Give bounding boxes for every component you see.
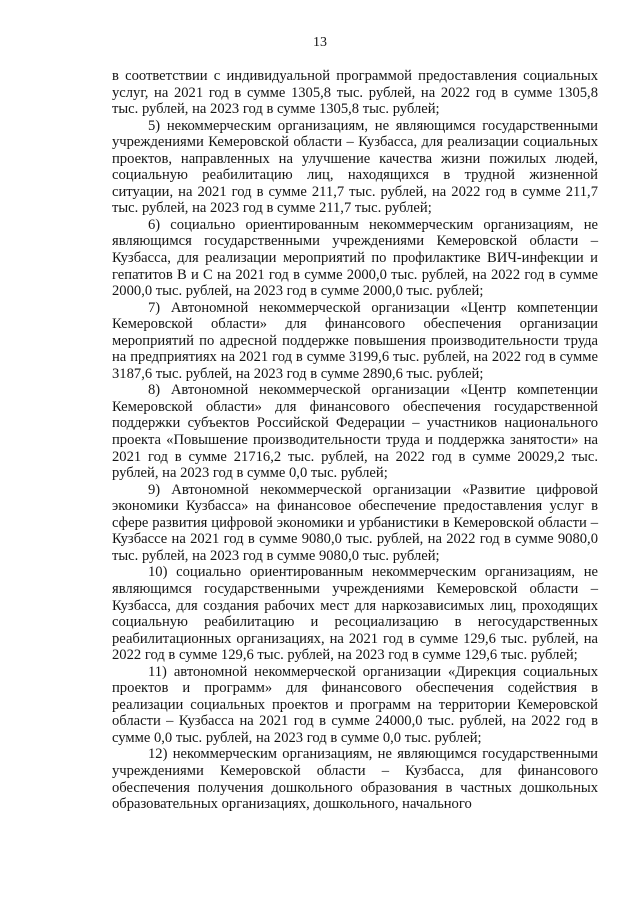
paragraph: 10) социально ориентированным некоммерческим организациям, не являющимся государственными учреждениями Кемеровской области – Кузбасса, для создания рабочих мест для наркозависимых лиц, проходящих социальную реабилитацию и ресоциализацию в негосударственных реабилитационных организациях, на 2021 год в сумме 129,6 тыс. рублей, на 2022 год в сумме 129,6 тыс. рублей, на 2023 год в сумме 129,6 тыс. рублей; [112, 564, 598, 664]
paragraph: 6) социально ориентированным некоммерческим организациям, не являющимся государственными учреждениями Кемеровской области – Кузбасса, для реализации мероприятий по профилактике ВИЧ-инфекции и гепатитов В и С на 2021 год в сумме 2000,0 тыс. рублей, на 2022 год в сумме 2000,0 тыс. рублей, на 2023 год в сумме 2000,0 тыс. рублей; [112, 216, 598, 300]
page-number: 13 [313, 35, 327, 50]
paragraph: в соответствии с индивидуальной программой предоставления социальных услуг, на 2021 год в сумме 1305,8 тыс. рублей, на 2022 год в сумме 1305,8 тыс. рублей, на 2023 год в сумме 1305,8 тыс. рублей; [112, 68, 598, 118]
document-body [112, 68, 598, 813]
paragraph: 7) Автономной некоммерческой организации «Центр компетенции Кемеровской области» для финансового обеспечения организации мероприятий по адресной поддержке повышения производительности труда на предприятиях на 2021 год в сумме 3199,6 тыс. рублей, на 2022 год в сумме 3187,6 тыс. рублей, на 2023 год в сумме 2890,6 тыс. рублей; [112, 299, 598, 382]
paragraph: 9) Автономной некоммерческой организации «Развитие цифровой экономики Кузбасса» на финансовое обеспечение предоставления услуг в сфере развития цифровой экономики и урбанистики в Кемеровской области – Кузбассе на 2021 год в сумме 9080,0 тыс. рублей, на 2022 год в сумме 9080,0 тыс. рублей, на 2023 год в сумме 9080,0 тыс. рублей; [112, 481, 598, 564]
paragraph: 12) некоммерческим организациям, не являющимся государственными учреждениями Кемеровской области – Кузбасса, для финансового обеспечения получения дошкольного образования в частных дошкольных образовательных организациях, дошкольного, начального [112, 746, 598, 813]
paragraph: 11) автономной некоммерческой организации «Дирекция социальных проектов и программ» для финансового обеспечения содействия в реализации социальных проектов и программ на территории Кемеровской области – Кузбасса на 2021 год в сумме 24000,0 тыс. рублей, на 2022 год в сумме 0,0 тыс. рублей, на 2023 год в сумме 0,0 тыс. рублей; [112, 663, 598, 746]
paragraph: 8) Автономной некоммерческой организации «Центр компетенции Кемеровской области» для финансового обеспечения государственной поддержки субъектов Российской Федерации – участников национального проекта «Повышение производительности труда и поддержка занятости» на 2021 год в сумме 21716,2 тыс. рублей, на 2022 год в сумме 20029,2 тыс. рублей, на 2023 год в сумме 0,0 тыс. рублей; [112, 382, 598, 482]
paragraph: 5) некоммерческим организациям, не являющимся государственными учреждениями Кемеровской области – Кузбасса, для реализации социальных проектов, направленных на улучшение качества жизни пожилых людей, социальную реабилитацию лиц, находящихся в трудной жизненной ситуации, на 2021 год в сумме 211,7 тыс. рублей, на 2022 год в сумме 211,7 тыс. рублей, на 2023 год в сумме 211,7 тыс. рублей; [112, 117, 598, 217]
